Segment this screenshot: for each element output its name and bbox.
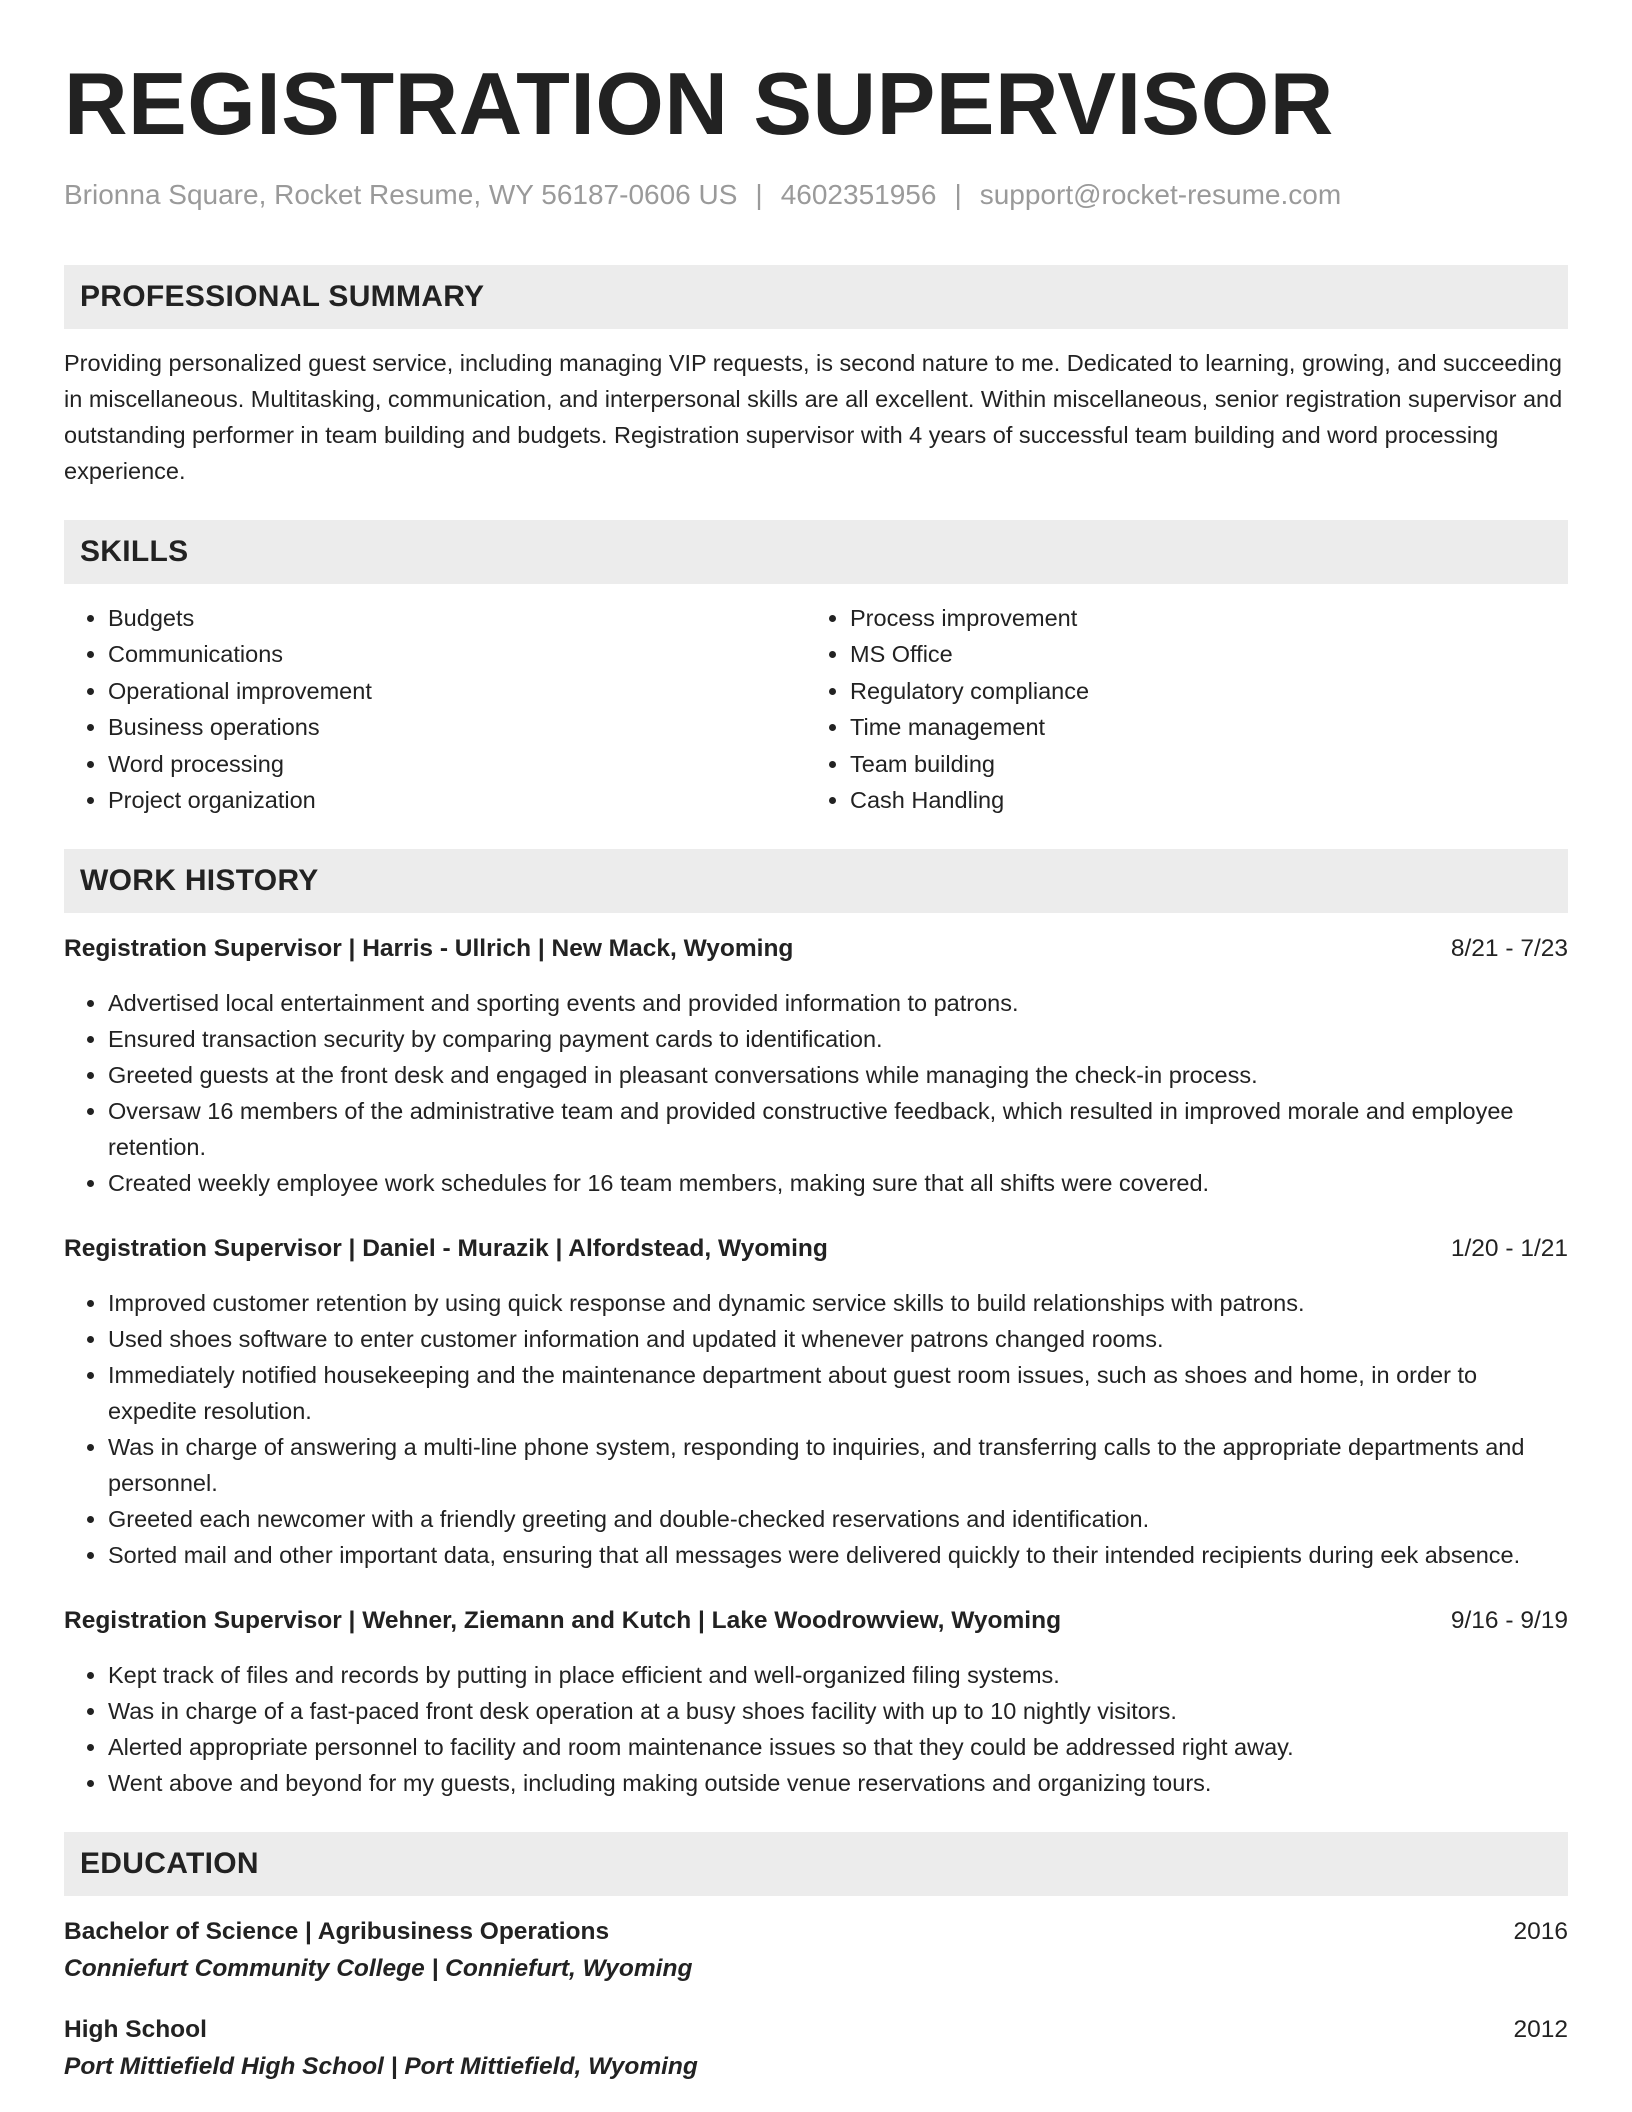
job-heading-row	[64, 1603, 1568, 1639]
job-bullets	[64, 1657, 1568, 1801]
job-dates: 8/21 - 7/23	[1450, 935, 1568, 963]
job-title: Registration Supervisor | Wehner, Ziemann and Kutch | Lake Woodrowview, Wyoming	[64, 1607, 1062, 1635]
job-entry	[64, 1603, 1568, 1801]
section-header-summary: PROFESSIONAL SUMMARY	[64, 265, 1568, 329]
contact-phone: 4602351956	[780, 179, 937, 210]
job-title: Registration Supervisor | Harris - Ullrich | New Mack, Wyoming	[64, 935, 794, 963]
job-heading-row	[64, 1231, 1568, 1267]
contact-address: Brionna Square, Rocket Resume, WY 56187-0606 US	[64, 179, 738, 210]
skill-item: • Communications	[108, 636, 806, 672]
skill-item: • Word processing	[108, 746, 806, 782]
job-bullet: • Used shoes software to enter customer information and updated it whenever patrons changed rooms.	[108, 1321, 1568, 1357]
job-bullet: • Greeted each newcomer with a friendly greeting and double-checked reservations and identification.	[108, 1501, 1568, 1537]
job-bullet: • Alerted appropriate personnel to facility and room maintenance issues so that they could be addressed right away.	[108, 1729, 1568, 1765]
job-title: Registration Supervisor | Daniel - Murazik | Alfordstead, Wyoming	[64, 1235, 828, 1263]
contact-separator: |	[755, 179, 763, 210]
resume-title: REGISTRATION SUPERVISOR	[64, 54, 1334, 153]
job-bullets	[64, 985, 1568, 1201]
job-entry	[64, 1231, 1568, 1573]
job-heading-row	[64, 931, 1568, 967]
contact-separator: |	[954, 179, 962, 210]
contact-email: support@rocket-resume.com	[979, 179, 1342, 210]
skills-list	[64, 600, 1568, 818]
education-year: 2012	[1513, 2016, 1568, 2044]
contact-line	[64, 178, 1568, 212]
job-bullet: • Sorted mail and other important data, ensuring that all messages were delivered quickly to their intended recipients during eek absence.	[108, 1537, 1568, 1573]
job-bullet: • Immediately notified housekeeping and the maintenance department about guest room issues, such as shoes and home, in order to expedite resolution.	[108, 1357, 1568, 1429]
skill-item: • Operational improvement	[108, 673, 806, 709]
job-dates: 9/16 - 9/19	[1450, 1607, 1568, 1635]
job-bullet: • Advertised local entertainment and sporting events and provided information to patrons.	[108, 985, 1568, 1021]
skills-column-left	[64, 600, 806, 818]
skill-item: • Team building	[850, 746, 1566, 782]
section-header-skills: SKILLS	[64, 520, 1568, 584]
job-bullet: • Was in charge of a fast-paced front desk operation at a busy shoes facility with up to 10 nightly visitors.	[108, 1693, 1568, 1729]
skill-item: • Business operations	[108, 709, 806, 745]
education-entry	[64, 2012, 1568, 2086]
skill-item: • MS Office	[850, 636, 1566, 672]
education-school: Port Mittiefield High School | Port Mittiefield, Wyoming	[64, 2053, 698, 2081]
job-bullet: • Went above and beyond for my guests, including making outside venue reservations and organizing tours.	[108, 1765, 1568, 1801]
job-bullet: • Oversaw 16 members of the administrative team and provided constructive feedback, which resulted in improved morale and employee retention.	[108, 1093, 1568, 1165]
education-degree: High School	[64, 2016, 207, 2044]
job-bullet: • Ensured transaction security by comparing payment cards to identification.	[108, 1021, 1568, 1057]
education-heading-row	[64, 1914, 1568, 1950]
education-school: Conniefurt Community College | Conniefurt, Wyoming	[64, 1955, 693, 1983]
skill-item: • Budgets	[108, 600, 806, 636]
section-header-work-history: WORK HISTORY	[64, 849, 1568, 913]
section-header-education: EDUCATION	[64, 1832, 1568, 1896]
skill-item: • Regulatory compliance	[850, 673, 1566, 709]
job-bullets	[64, 1285, 1568, 1573]
skill-item: • Time management	[850, 709, 1566, 745]
skill-item: • Process improvement	[850, 600, 1566, 636]
skill-item: • Cash Handling	[850, 782, 1566, 818]
job-bullet: • Greeted guests at the front desk and engaged in pleasant conversations while managing the check-in process.	[108, 1057, 1568, 1093]
skills-column-right	[806, 600, 1566, 818]
job-bullet: • Was in charge of answering a multi-line phone system, responding to inquiries, and transferring calls to the appropriate departments and personnel.	[108, 1429, 1568, 1501]
job-bullet: • Improved customer retention by using quick response and dynamic service skills to build relationships with patrons.	[108, 1285, 1568, 1321]
skill-item: • Project organization	[108, 782, 806, 818]
education-heading-row	[64, 2012, 1568, 2048]
job-entry	[64, 931, 1568, 1201]
summary-text: Providing personalized guest service, including managing VIP requests, is second nature to me. Dedicated to learning, growing, and succeeding in miscellaneous. Multitasking, communication, and interpersonal skills are all excellent. Within miscellaneous, senior registration supervisor and outstanding performer in team building and budgets. Registration supervisor with 4 years of successful team building and word processing experience.	[64, 350, 1563, 484]
education-entry	[64, 1914, 1568, 1988]
job-bullet: • Created weekly employee work schedules for 16 team members, making sure that all shifts were covered.	[108, 1165, 1568, 1201]
education-year: 2016	[1513, 1918, 1568, 1946]
job-bullet: • Kept track of files and records by putting in place efficient and well-organized filing systems.	[108, 1657, 1568, 1693]
education-degree: Bachelor of Science | Agribusiness Operations	[64, 1918, 610, 1946]
job-dates: 1/20 - 1/21	[1450, 1235, 1568, 1263]
